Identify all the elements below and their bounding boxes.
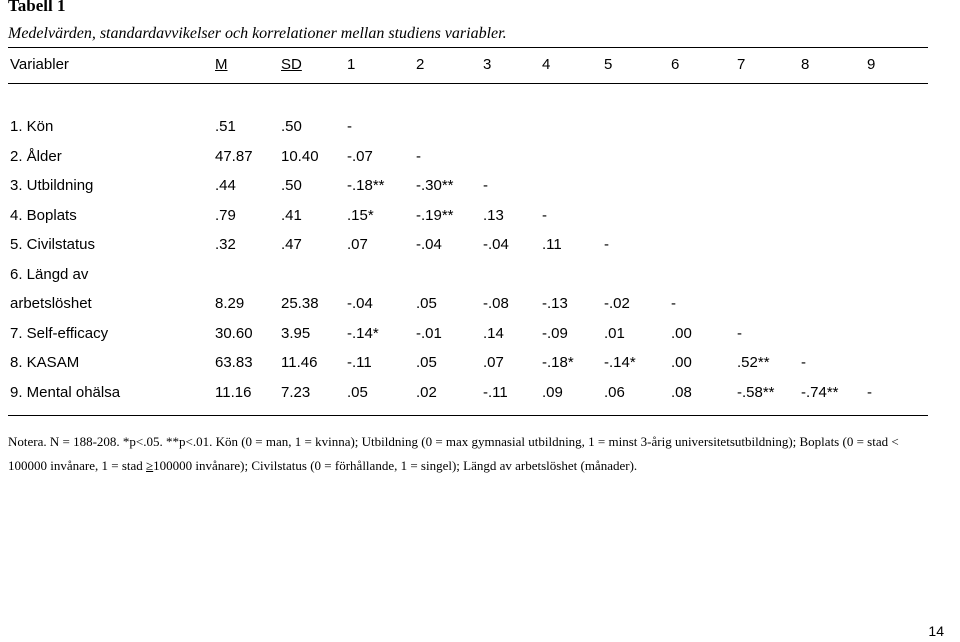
table-cell: -.01 — [416, 324, 442, 342]
table-note-line-2 — [8, 456, 948, 476]
table-note — [8, 432, 948, 452]
table-row — [0, 353, 960, 373]
table-cell: -.13 — [542, 295, 568, 312]
table-cell: .11 — [542, 236, 562, 253]
table-cell: 63.83 — [215, 354, 253, 371]
table-cell: .02 — [416, 383, 437, 401]
row-label: 3. Utbildning — [10, 177, 94, 194]
table-cell: -.07 — [347, 147, 373, 165]
table-cell: -.19** — [416, 206, 454, 224]
table-row — [0, 294, 960, 314]
table-cell: -.18* — [542, 354, 574, 371]
table-caption: Medelvärden, standardavvikelser och korrelationer mellan studiens variabler. — [8, 25, 507, 42]
bottom-rule — [8, 415, 928, 416]
header-col-6: 6 — [671, 56, 680, 73]
table-cell: - — [737, 324, 742, 342]
table-cell: .05 — [416, 295, 437, 312]
header-col-9: 9 — [867, 56, 876, 73]
table-cell: 7.23 — [281, 383, 311, 401]
table-cell: 25.38 — [281, 295, 319, 312]
table-cell: .52** — [737, 354, 770, 371]
table-cell: .44 — [215, 177, 236, 194]
table-cell: -.04 — [416, 236, 442, 253]
header-col-3: 3 — [483, 56, 492, 73]
row-label: 9. Mental ohälsa — [10, 383, 121, 401]
table-cell: -.11 — [483, 383, 508, 401]
header-rule — [8, 83, 928, 84]
table-cell: 11.46 — [281, 354, 318, 371]
table-cell: -.14* — [604, 354, 636, 371]
table-cell: .05 — [416, 354, 437, 371]
table-cell: 10.40 — [281, 147, 319, 165]
table-row — [0, 324, 960, 344]
table-cell: -.14* — [347, 324, 379, 342]
table-cell: .00 — [671, 354, 692, 371]
table-cell: .51 — [215, 118, 236, 135]
table-row — [0, 176, 960, 196]
table-cell: 8.29 — [215, 295, 245, 312]
header-col-1: 1 — [347, 56, 356, 73]
table-cell: .05 — [347, 383, 368, 401]
header-col-7: 7 — [737, 56, 746, 73]
table-row — [0, 383, 960, 403]
header-col-5: 5 — [604, 56, 613, 73]
table-cell: -.30** — [416, 177, 454, 194]
table-cell: -.09 — [542, 324, 568, 342]
table-cell: 47.87 — [215, 147, 253, 165]
row-label: 1. Kön — [10, 118, 54, 135]
table-row — [0, 147, 960, 167]
table-cell: .08 — [671, 383, 692, 401]
table-cell: .09 — [542, 383, 563, 401]
table-cell: .13 — [483, 206, 504, 224]
header-col-2: 2 — [416, 56, 425, 73]
row-label: 6. Längd av — [10, 265, 89, 283]
table-cell: -.04 — [347, 295, 373, 312]
table-row — [0, 235, 960, 255]
table-cell: .07 — [483, 354, 504, 371]
row-label: 4. Boplats — [10, 206, 77, 224]
header-m: M — [215, 56, 228, 73]
header-col-8: 8 — [801, 56, 810, 73]
note-ge-symbol: ≥ — [146, 458, 154, 473]
table-cell: -.02 — [604, 295, 630, 312]
table-cell: .00 — [671, 324, 692, 342]
table-cell: - — [347, 118, 352, 135]
table-cell: -.58** — [737, 383, 775, 401]
table-cell: -.04 — [483, 236, 509, 253]
table-row — [0, 265, 960, 285]
table-cell: .01 — [604, 324, 625, 342]
header-col-4: 4 — [542, 56, 551, 73]
table-cell: .50 — [281, 118, 302, 135]
table-cell: 11.16 — [215, 383, 252, 401]
table-cell: -.08 — [483, 295, 509, 312]
table-cell: 30.60 — [215, 324, 253, 342]
table-cell: - — [542, 206, 547, 224]
header-variabler: Variabler — [10, 56, 69, 73]
table-cell: - — [801, 354, 806, 371]
note-line-1: Notera. N = 188-208. *p<.05. **p<.01. Kön (0 = man, 1 = kvinna); Utbildning (0 = max gymnasial utbildning, 1 = minst 3-årig universitetsutbildning); Boplats (0 = stad < — [8, 434, 899, 449]
table-cell: .41 — [281, 206, 302, 224]
table-cell: .50 — [281, 177, 302, 194]
row-label: 5. Civilstatus — [10, 236, 96, 253]
table-cell: .79 — [215, 206, 236, 224]
table-cell: - — [483, 177, 488, 194]
note-line-2a: 100000 invånare, 1 = stad — [8, 458, 147, 473]
table-cell: -.11 — [347, 354, 372, 371]
table-cell: - — [867, 383, 872, 401]
table-row — [0, 206, 960, 226]
page-number: 14 — [928, 623, 944, 639]
table-cell: .15* — [347, 206, 374, 224]
top-rule — [8, 47, 928, 48]
table-cell: - — [416, 147, 421, 165]
table-cell: .47 — [281, 236, 302, 253]
table-cell: -.74** — [801, 383, 839, 401]
table-cell: -.18** — [347, 177, 385, 194]
header-row — [0, 55, 960, 75]
header-sd: SD — [281, 56, 302, 73]
table-cell: .07 — [347, 236, 368, 253]
row-label: 7. Self-efficacy — [10, 324, 109, 342]
table-cell: 3.95 — [281, 324, 311, 342]
table-row — [0, 117, 960, 137]
table-cell: - — [671, 295, 676, 312]
table-cell: .32 — [215, 236, 236, 253]
row-label: 2. Ålder — [10, 147, 62, 165]
table-cell: .06 — [604, 383, 625, 401]
table-cell: .14 — [483, 324, 504, 342]
table-title: Tabell 1 — [8, 0, 66, 15]
note-line-2b: 100000 invånare); Civilstatus (0 = förhållande, 1 = singel); Längd av arbetslöshet (månader). — [153, 458, 638, 473]
row-label: 8. KASAM — [10, 354, 80, 371]
row-label: arbetslöshet — [10, 295, 92, 312]
table-cell: - — [604, 236, 609, 253]
